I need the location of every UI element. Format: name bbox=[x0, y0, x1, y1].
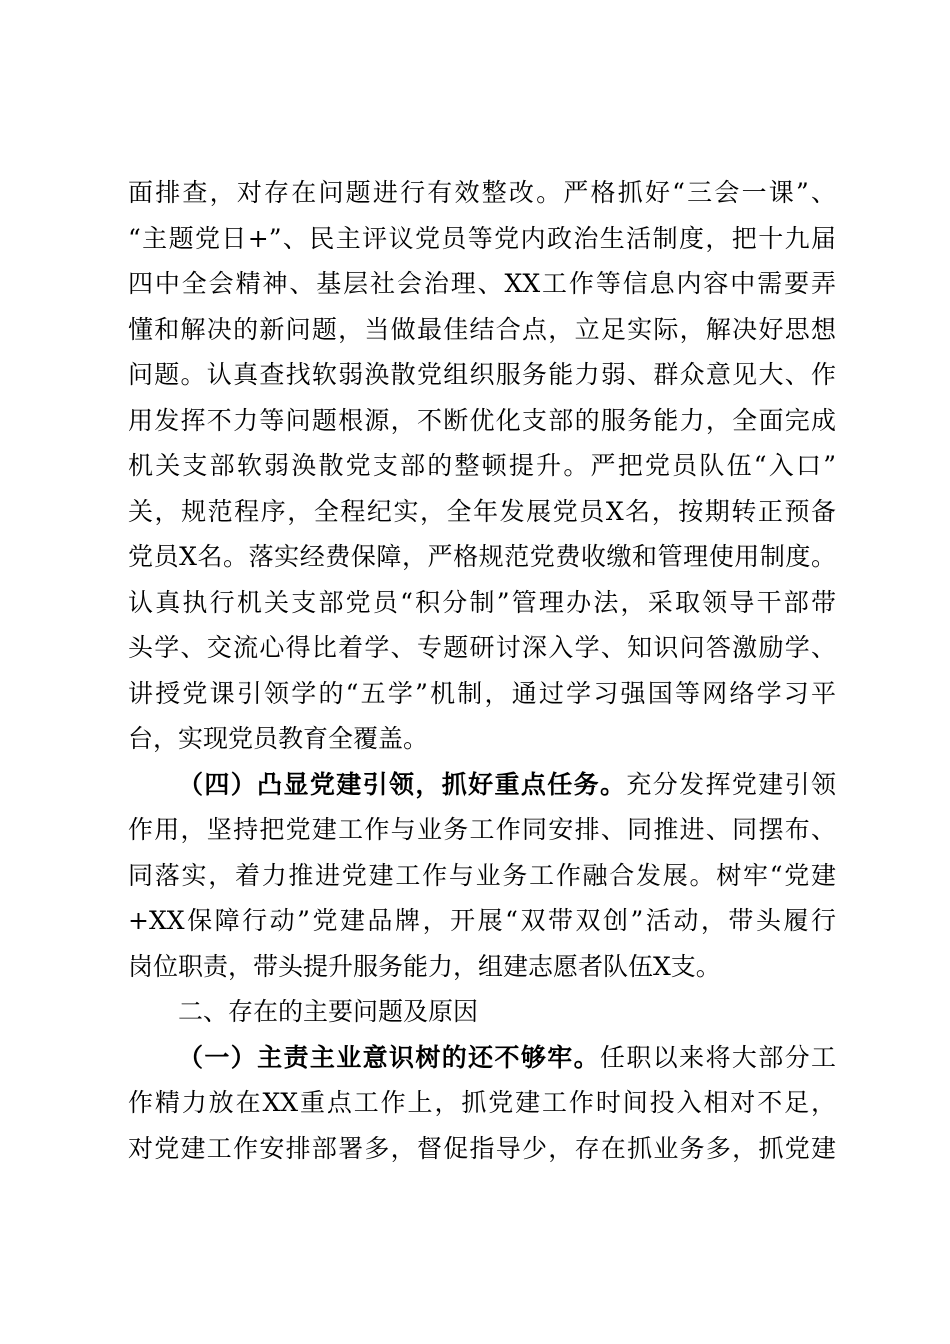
paragraph-heading: （一）主责主业意识树的还不够牢。 bbox=[178, 1042, 600, 1072]
paragraph-line: 对党建工作安排部署多，督促指导少，存在抓业务多，抓党建 bbox=[128, 1133, 836, 1163]
paragraph-3 bbox=[128, 1035, 836, 1172]
paragraph-line: 面排查，对存在问题进行有效整改。严格抓好“三会一课”、 bbox=[128, 178, 836, 207]
paragraph-1 bbox=[128, 170, 836, 762]
section-heading: 二、存在的主要问题及原因 bbox=[178, 997, 479, 1026]
document-body bbox=[128, 170, 836, 1171]
paragraph-line: 用发挥不力等问题根源，不断优化支部的服务能力，全面完成 bbox=[128, 405, 836, 435]
paragraph-line: “主题党日+”、民主评议党员等党内政治生活制度，把十九届 bbox=[128, 223, 836, 253]
paragraph-line: 作精力放在XX重点工作上，抓党建工作时间投入相对不足， bbox=[128, 1088, 836, 1117]
paragraph-line: 头学、交流心得比着学、专题研讨深入学、知识问答激励学、 bbox=[128, 633, 836, 662]
paragraph-line: 认真执行机关支部党员“积分制”管理办法，采取领导干部带 bbox=[128, 587, 836, 617]
paragraph-line: 岗位职责，带头提升服务能力，组建志愿者队伍X支。 bbox=[128, 951, 721, 981]
paragraph-line: +XX保障行动”党建品牌，开展“双带双创”活动，带头履行 bbox=[128, 906, 836, 935]
paragraph-line: 台，实现党员教育全覆盖。 bbox=[128, 724, 429, 753]
paragraph-line: 问题。认真查找软弱涣散党组织服务能力弱、群众意见大、作 bbox=[128, 360, 836, 389]
paragraph-line: 懂和解决的新问题，当做最佳结合点，立足实际，解决好思想 bbox=[128, 314, 836, 344]
paragraph-text: 任职以来将大部分工 bbox=[599, 1042, 836, 1072]
paragraph-line: 机关支部软弱涣散党支部的整顿提升。严把党员队伍“入口” bbox=[128, 451, 836, 480]
paragraph-line: 同落实，着力推进党建工作与业务工作融合发展。树牢“党建 bbox=[128, 860, 836, 890]
paragraph-text: 充分发挥党建引领 bbox=[626, 769, 836, 799]
paragraph-line: 讲授党课引领学的“五学”机制，通过学习强国等网络学习平 bbox=[128, 678, 836, 708]
paragraph-line: 四中全会精神、基层社会治理、XX工作等信息内容中需要弄 bbox=[128, 269, 836, 298]
paragraph-first-line bbox=[128, 1035, 836, 1081]
paragraph-2 bbox=[128, 762, 836, 990]
paragraph-line: 党员X名。落实经费保障，严格规范党费收缴和管理使用制度。 bbox=[128, 542, 836, 571]
paragraph-line: 作用，坚持把党建工作与业务工作同安排、同推进、同摆布、 bbox=[128, 815, 836, 844]
paragraph-heading: （四）凸显党建引领，抓好重点任务。 bbox=[178, 769, 627, 799]
paragraph-first-line bbox=[128, 762, 836, 808]
paragraph-line: 关，规范程序，全程纪实，全年发展党员X名，按期转正预备 bbox=[128, 496, 836, 526]
